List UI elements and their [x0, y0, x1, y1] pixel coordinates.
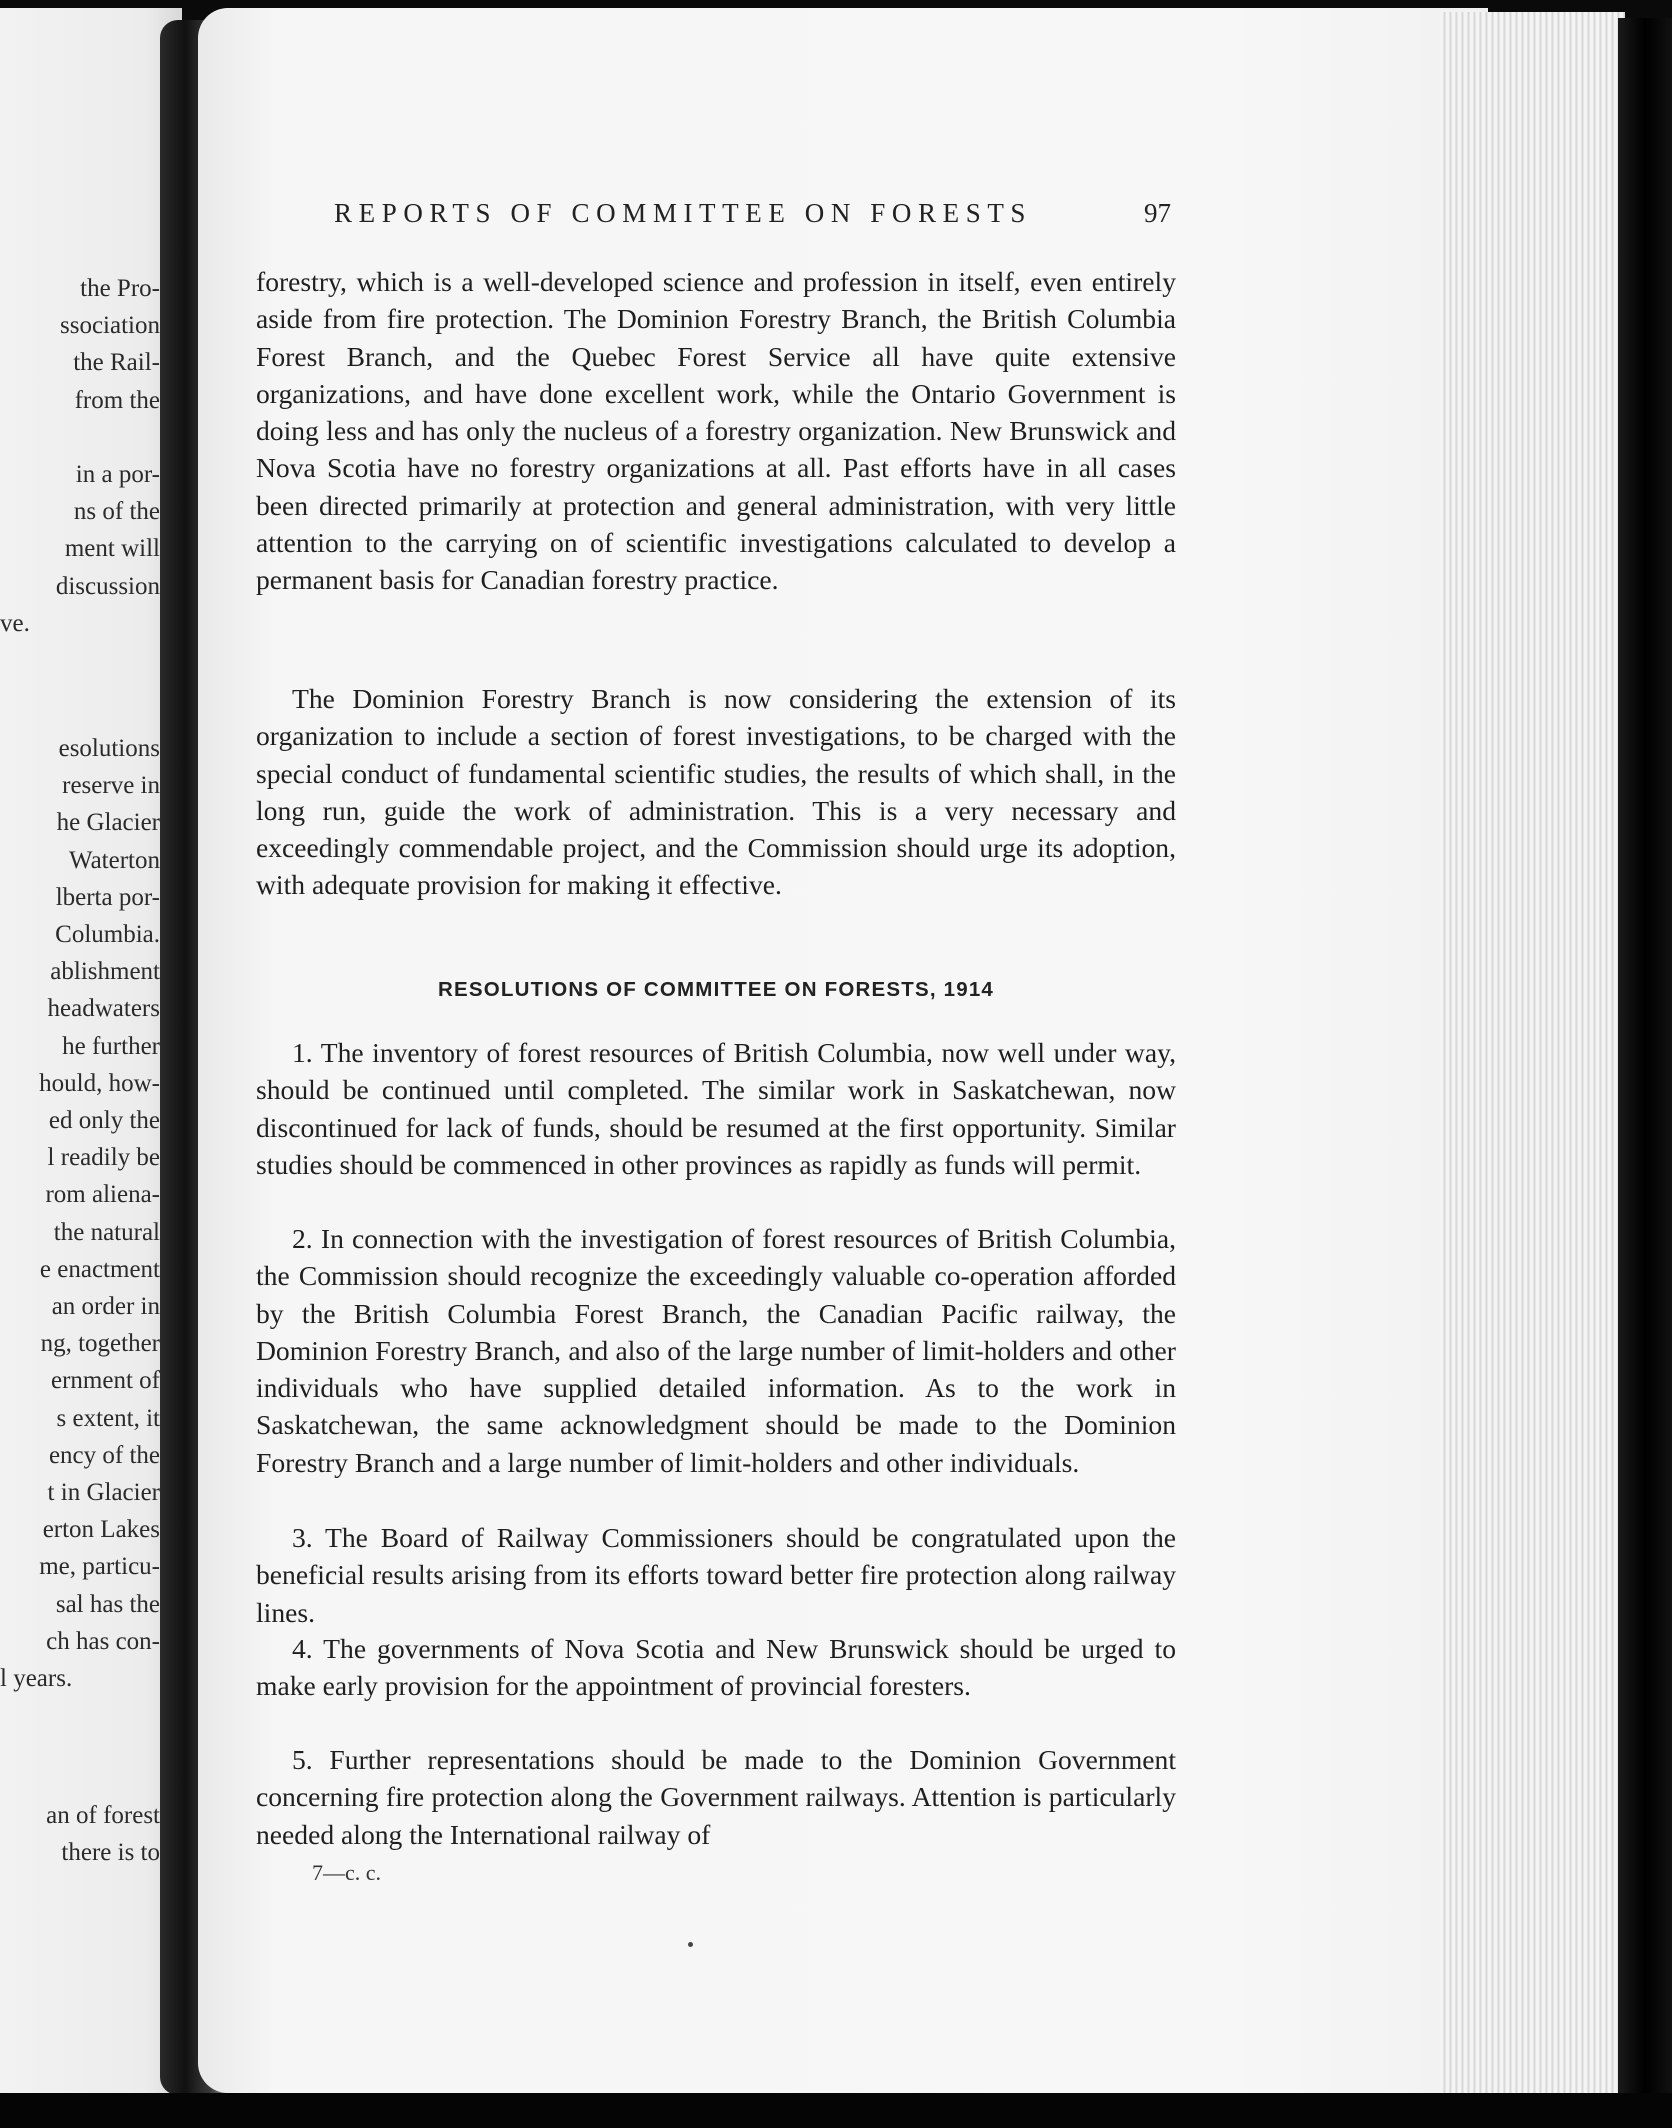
left-line: Columbia.	[55, 921, 160, 949]
left-line: the Pro-	[80, 275, 160, 302]
left-line: ernment of	[51, 1367, 160, 1395]
left-line: ed only the	[48, 1107, 160, 1135]
left-line: ch has con-	[46, 1627, 160, 1655]
book-cover-edge	[1618, 18, 1672, 2093]
left-line: reserve in	[62, 772, 160, 800]
signature-mark: 7—c. c.	[312, 1860, 382, 1885]
left-page-text-group-2	[0, 456, 160, 642]
left-line: the natural	[53, 1218, 160, 1246]
section-heading: RESOLUTIONS OF COMMITTEE ON FORESTS, 1914	[437, 978, 995, 1001]
left-line: e enactment	[39, 1255, 160, 1283]
left-line: ng, together	[40, 1330, 160, 1358]
left-line: an of forest	[46, 1802, 160, 1829]
left-line: ment will	[64, 535, 160, 563]
page-number: 97	[1144, 198, 1171, 228]
left-line: ve.	[0, 609, 30, 637]
left-line: he Glacier	[56, 809, 160, 837]
left-line: headwaters	[47, 995, 160, 1023]
left-line: s extent, it	[56, 1404, 160, 1432]
scan-bottom-edge	[0, 2093, 1672, 2128]
left-page-text-group-1	[0, 270, 160, 419]
resolution-5: 5. Further representations should be made to the Dominion Government concerning fire protection along the Government railways. Attention is particularly needed along the International railway of	[256, 1744, 1176, 1850]
left-line: sal has the	[55, 1590, 160, 1618]
resolution-1: 1. The inventory of forest resources of British Columbia, now well under way, should be continued until completed. The similar work in Saskatchewan, now discontinued for lack of funds, should be resumed at the first opportunity. Similar studies should be commenced in other provinces as rapidly as funds will permit.	[256, 1037, 1176, 1180]
left-line: ablishment	[50, 958, 160, 986]
page-edges	[1440, 12, 1625, 2094]
left-line: l years.	[0, 1665, 73, 1693]
left-line: lberta por-	[55, 883, 160, 911]
running-head: REPORTS OF COMMITTEE ON FORESTS	[334, 198, 1033, 228]
left-line: ns of the	[73, 498, 160, 526]
scan-speck	[688, 1942, 693, 1947]
left-line: there is to	[61, 1839, 160, 1867]
left-page-text-group-3	[0, 730, 160, 1697]
left-line: an order in	[51, 1293, 160, 1321]
resolution-2: 2. In connection with the investigation of forest resources of British Columbia, the Commission should recognize the exceedingly valuable co-operation afforded by the British Columbia Forest Branch, the Canadian Pacific railway, the Dominion Forestry Branch, and also of the large number of limit-holders and other individuals who have supplied detailed information. As to the work in Saskatchewan, the same acknowledgment should be made to the Dominion Forestry Branch and a large number of limit-holders and other individuals.	[256, 1223, 1176, 1478]
left-line: t in Glacier	[47, 1479, 160, 1507]
left-line: discussion	[55, 572, 160, 600]
left-line: he further	[62, 1032, 160, 1060]
left-line: rom aliena-	[45, 1181, 160, 1209]
left-line: hould, how-	[39, 1069, 160, 1097]
left-page-text-group-4	[0, 1797, 160, 1871]
left-line: the Rail-	[73, 349, 160, 377]
left-line: ency of the	[48, 1441, 160, 1469]
body-paragraph-1: forestry, which is a well-developed science and profession in itself, even entirely aside from fire protection. The Dominion Forestry Branch, the British Columbia Forest Branch, and the Quebec Forest Service all have quite extensive organizations, and have done excellent work, while the Ontario Government is doing less and has only the nucleus of a forestry organization. New Brunswick and Nova Scotia have no forestry organizations at all. Past efforts have in all cases been directed primarily at protection and general administration, with very little attention to the carrying on of scientific investigations calculated to develop a permanent basis for Canadian forestry practice.	[256, 266, 1176, 596]
left-line: from the	[74, 386, 160, 414]
left-line: Waterton	[68, 846, 160, 874]
left-line: erton Lakes	[42, 1516, 160, 1544]
left-line: me, particu-	[39, 1553, 160, 1581]
resolution-4: 4. The governments of Nova Scotia and New Brunswick should be urged to make early provision for the appointment of provincial foresters.	[256, 1633, 1176, 1702]
resolution-3: 3. The Board of Railway Commissioners should be congratulated upon the beneficial results arising from its efforts toward better fire protection along railway lines.	[256, 1522, 1176, 1628]
left-line: in a por-	[75, 461, 160, 488]
body-paragraph-2: The Dominion Forestry Branch is now considering the extension of its organization to include a section of forest investigations, to be charged with the special conduct of fundamental scientific studies, the results of which shall, in the long run, guide the work of administration. This is a very necessary and exceedingly commendable project, and the Commission should urge its adoption, with adequate provision for making it effective.	[256, 683, 1176, 901]
left-line: esolutions	[58, 735, 160, 762]
left-line: ssociation	[60, 312, 160, 340]
left-line: l readily be	[47, 1144, 160, 1172]
